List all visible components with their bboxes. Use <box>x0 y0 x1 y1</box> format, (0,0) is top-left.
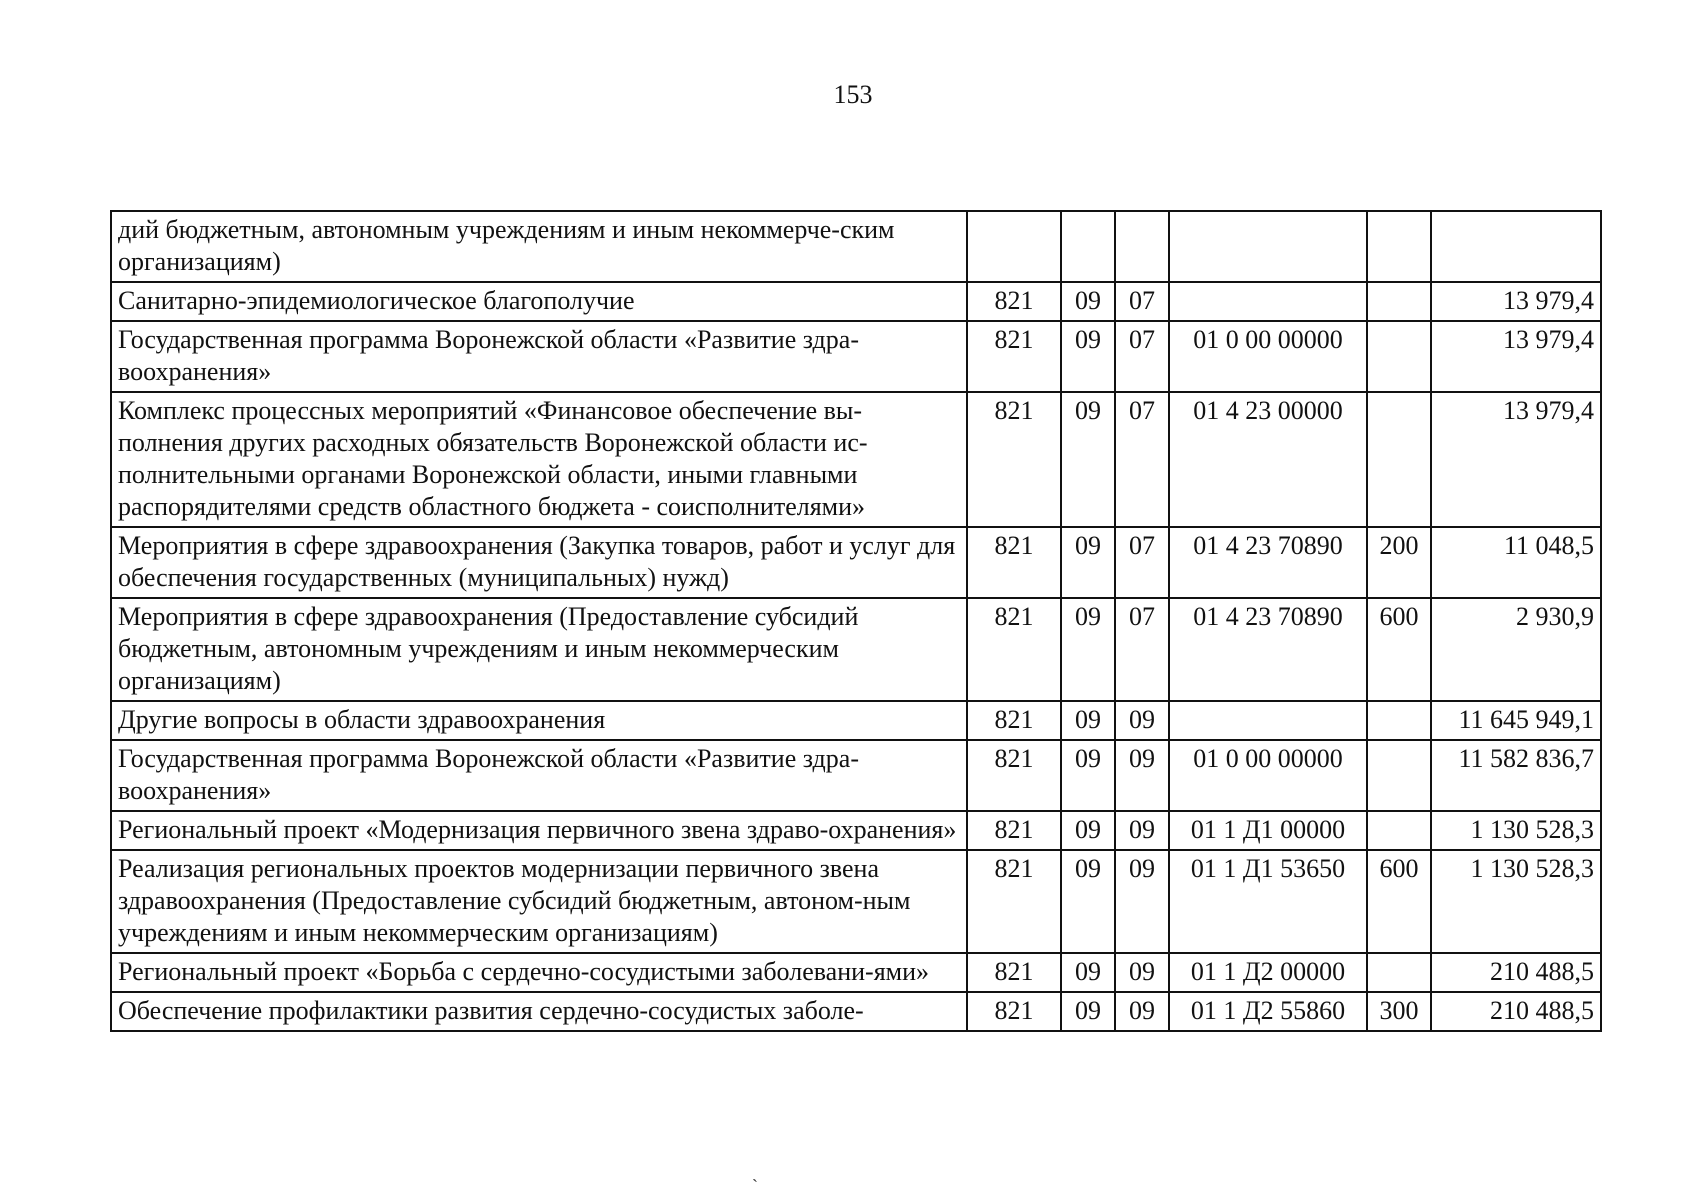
cell-name: Санитарно-эпидемиологическое благополучие <box>111 282 967 321</box>
cell-target-article: 01 4 23 70890 <box>1169 527 1367 598</box>
cell-section: 09 <box>1061 850 1115 953</box>
cell-ministry: 821 <box>967 953 1061 992</box>
cell-target-article: 01 4 23 00000 <box>1169 392 1367 527</box>
cell-name: Другие вопросы в области здравоохранения <box>111 701 967 740</box>
table-row <box>111 282 1601 321</box>
cell-target-article: 01 4 23 70890 <box>1169 598 1367 701</box>
cell-expense-type <box>1367 392 1431 527</box>
cell-target-article: 01 0 00 00000 <box>1169 740 1367 811</box>
cell-subsection: 07 <box>1115 598 1169 701</box>
cell-amount: 1 130 528,3 <box>1431 811 1601 850</box>
table-row <box>111 850 1601 953</box>
table-row <box>111 953 1601 992</box>
cell-subsection: 07 <box>1115 282 1169 321</box>
cell-expense-type: 200 <box>1367 527 1431 598</box>
cell-section: 09 <box>1061 811 1115 850</box>
cell-amount: 13 979,4 <box>1431 282 1601 321</box>
cell-ministry: 821 <box>967 598 1061 701</box>
cell-target-article: 01 0 00 00000 <box>1169 321 1367 392</box>
cell-section: 09 <box>1061 953 1115 992</box>
cell-amount: 11 048,5 <box>1431 527 1601 598</box>
cell-ministry <box>967 211 1061 282</box>
cell-target-article: 01 1 Д1 53650 <box>1169 850 1367 953</box>
cell-name: Реализация региональных проектов модернизации первичного звена здравоохранения (Предоставление субсидий бюджетным, автоном-ным учреждениям и иным некоммерческим организациям) <box>111 850 967 953</box>
cell-expense-type: 300 <box>1367 992 1431 1031</box>
cell-target-article <box>1169 282 1367 321</box>
cell-subsection: 09 <box>1115 850 1169 953</box>
cell-section: 09 <box>1061 527 1115 598</box>
table-row <box>111 392 1601 527</box>
cell-amount: 2 930,9 <box>1431 598 1601 701</box>
cell-section: 09 <box>1061 321 1115 392</box>
cell-ministry: 821 <box>967 392 1061 527</box>
cell-subsection: 09 <box>1115 701 1169 740</box>
cell-amount: 13 979,4 <box>1431 392 1601 527</box>
cell-expense-type <box>1367 282 1431 321</box>
cell-section: 09 <box>1061 992 1115 1031</box>
table-row <box>111 321 1601 392</box>
cell-subsection: 09 <box>1115 992 1169 1031</box>
cell-name: Государственная программа Воронежской области «Развитие здра-воохранения» <box>111 740 967 811</box>
cell-target-article: 01 1 Д2 55860 <box>1169 992 1367 1031</box>
cell-ministry: 821 <box>967 992 1061 1031</box>
cell-expense-type <box>1367 211 1431 282</box>
cell-section: 09 <box>1061 740 1115 811</box>
cell-subsection: 07 <box>1115 392 1169 527</box>
cell-subsection: 09 <box>1115 811 1169 850</box>
cell-expense-type: 600 <box>1367 598 1431 701</box>
cell-amount: 1 130 528,3 <box>1431 850 1601 953</box>
cell-subsection: 07 <box>1115 321 1169 392</box>
cell-section: 09 <box>1061 282 1115 321</box>
cell-amount: 11 582 836,7 <box>1431 740 1601 811</box>
cell-name: Региональный проект «Борьба с сердечно-сосудистыми заболевани-ями» <box>111 953 967 992</box>
cell-target-article: 01 1 Д2 00000 <box>1169 953 1367 992</box>
cell-ministry: 821 <box>967 527 1061 598</box>
cell-expense-type: 600 <box>1367 850 1431 953</box>
page-number: 153 <box>833 80 873 109</box>
table-body <box>111 211 1601 1031</box>
cell-ministry: 821 <box>967 850 1061 953</box>
table-row <box>111 527 1601 598</box>
cell-amount: 210 488,5 <box>1431 953 1601 992</box>
cell-name: Государственная программа Воронежской области «Развитие здра-воохранения» <box>111 321 967 392</box>
cell-target-article <box>1169 211 1367 282</box>
cell-target-article <box>1169 701 1367 740</box>
table-row <box>111 740 1601 811</box>
cell-amount: 210 488,5 <box>1431 992 1601 1031</box>
table-row <box>111 992 1601 1031</box>
cell-ministry: 821 <box>967 811 1061 850</box>
cell-amount: 11 645 949,1 <box>1431 701 1601 740</box>
table-row <box>111 211 1601 282</box>
cell-name: дий бюджетным, автономным учреждениям и иным некоммерче-ским организациям) <box>111 211 967 282</box>
cell-section: 09 <box>1061 392 1115 527</box>
cell-section: 09 <box>1061 701 1115 740</box>
cell-expense-type <box>1367 740 1431 811</box>
cell-name: Мероприятия в сфере здравоохранения (Предоставление субсидий бюджетным, автономным учреждениям и иным некоммерческим организациям) <box>111 598 967 701</box>
cell-name: Региональный проект «Модернизация первичного звена здраво-охранения» <box>111 811 967 850</box>
cell-name: Обеспечение профилактики развития сердечно-сосудистых заболе- <box>111 992 967 1031</box>
cell-ministry: 821 <box>967 701 1061 740</box>
cell-target-article: 01 1 Д1 00000 <box>1169 811 1367 850</box>
cell-expense-type <box>1367 701 1431 740</box>
stray-mark: ˎ <box>752 1162 758 1182</box>
cell-section: 09 <box>1061 598 1115 701</box>
table-row <box>111 598 1601 701</box>
cell-ministry: 821 <box>967 740 1061 811</box>
cell-expense-type <box>1367 811 1431 850</box>
cell-subsection: 07 <box>1115 527 1169 598</box>
cell-expense-type <box>1367 953 1431 992</box>
cell-ministry: 821 <box>967 282 1061 321</box>
cell-amount: 13 979,4 <box>1431 321 1601 392</box>
table-row <box>111 701 1601 740</box>
cell-subsection: 09 <box>1115 953 1169 992</box>
budget-table <box>110 210 1602 1032</box>
cell-subsection: 09 <box>1115 740 1169 811</box>
cell-expense-type <box>1367 321 1431 392</box>
cell-subsection <box>1115 211 1169 282</box>
cell-name: Комплекс процессных мероприятий «Финансовое обеспечение вы-полнения других расходных обязательств Воронежской области ис-полнительными органами Воронежской области, иными главными распорядителями средств областного бюджета - соисполнителями» <box>111 392 967 527</box>
cell-amount <box>1431 211 1601 282</box>
table-row <box>111 811 1601 850</box>
cell-section <box>1061 211 1115 282</box>
cell-ministry: 821 <box>967 321 1061 392</box>
cell-name: Мероприятия в сфере здравоохранения (Закупка товаров, работ и услуг для обеспечения государственных (муниципальных) нужд) <box>111 527 967 598</box>
